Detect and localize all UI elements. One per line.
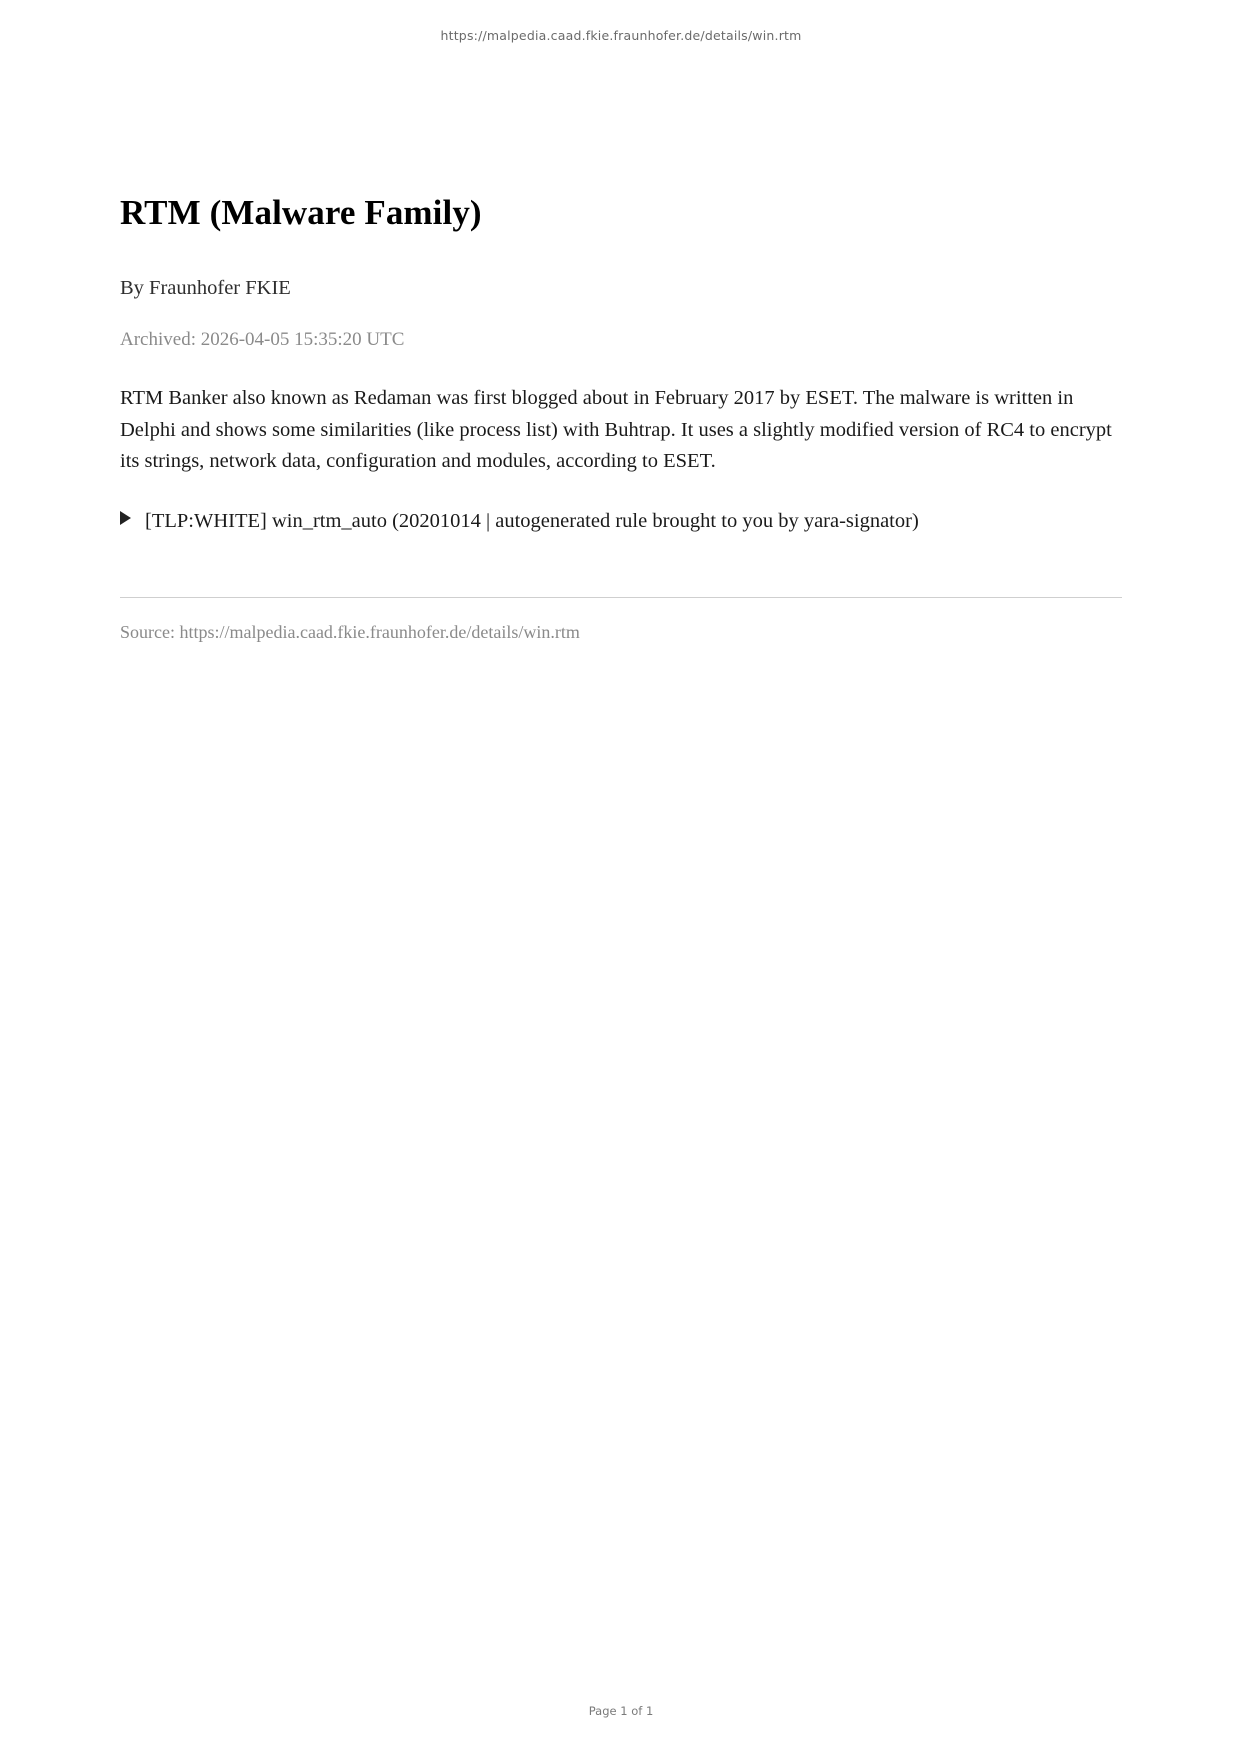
archived-timestamp: Archived: 2026-04-05 15:35:20 UTC <box>120 328 405 350</box>
source-link[interactable]: Source: https://malpedia.caad.fkie.fraunhofer.de/details/win.rtm <box>120 622 580 643</box>
abstract-paragraph: RTM Banker also known as Redaman was first blogged about in February 2017 by ESET. The malware is written in Delphi and shows some similarities (like process list) with Buhtrap. It uses a slightly modified version of RC4 to encrypt its strings, network data, configuration and modules, according to ESET. <box>120 387 1112 473</box>
page-title: RTM (Malware Family) <box>120 193 482 232</box>
page-footer-indicator: Page 1 of 1 <box>588 1704 654 1718</box>
triangle-right-icon[interactable] <box>120 511 131 525</box>
yara-rule-disclosure[interactable] <box>120 510 1122 533</box>
footer-divider <box>120 597 1122 598</box>
byline: By Fraunhofer FKIE <box>120 277 291 299</box>
page-header-url: https://malpedia.caad.fkie.fraunhofer.de/details/win.rtm <box>440 28 802 43</box>
yara-rule-label: [TLP:WHITE] win_rtm_auto (20201014 | autogenerated rule brought to you by yara-signator) <box>145 510 919 533</box>
document-content <box>120 192 1122 645</box>
